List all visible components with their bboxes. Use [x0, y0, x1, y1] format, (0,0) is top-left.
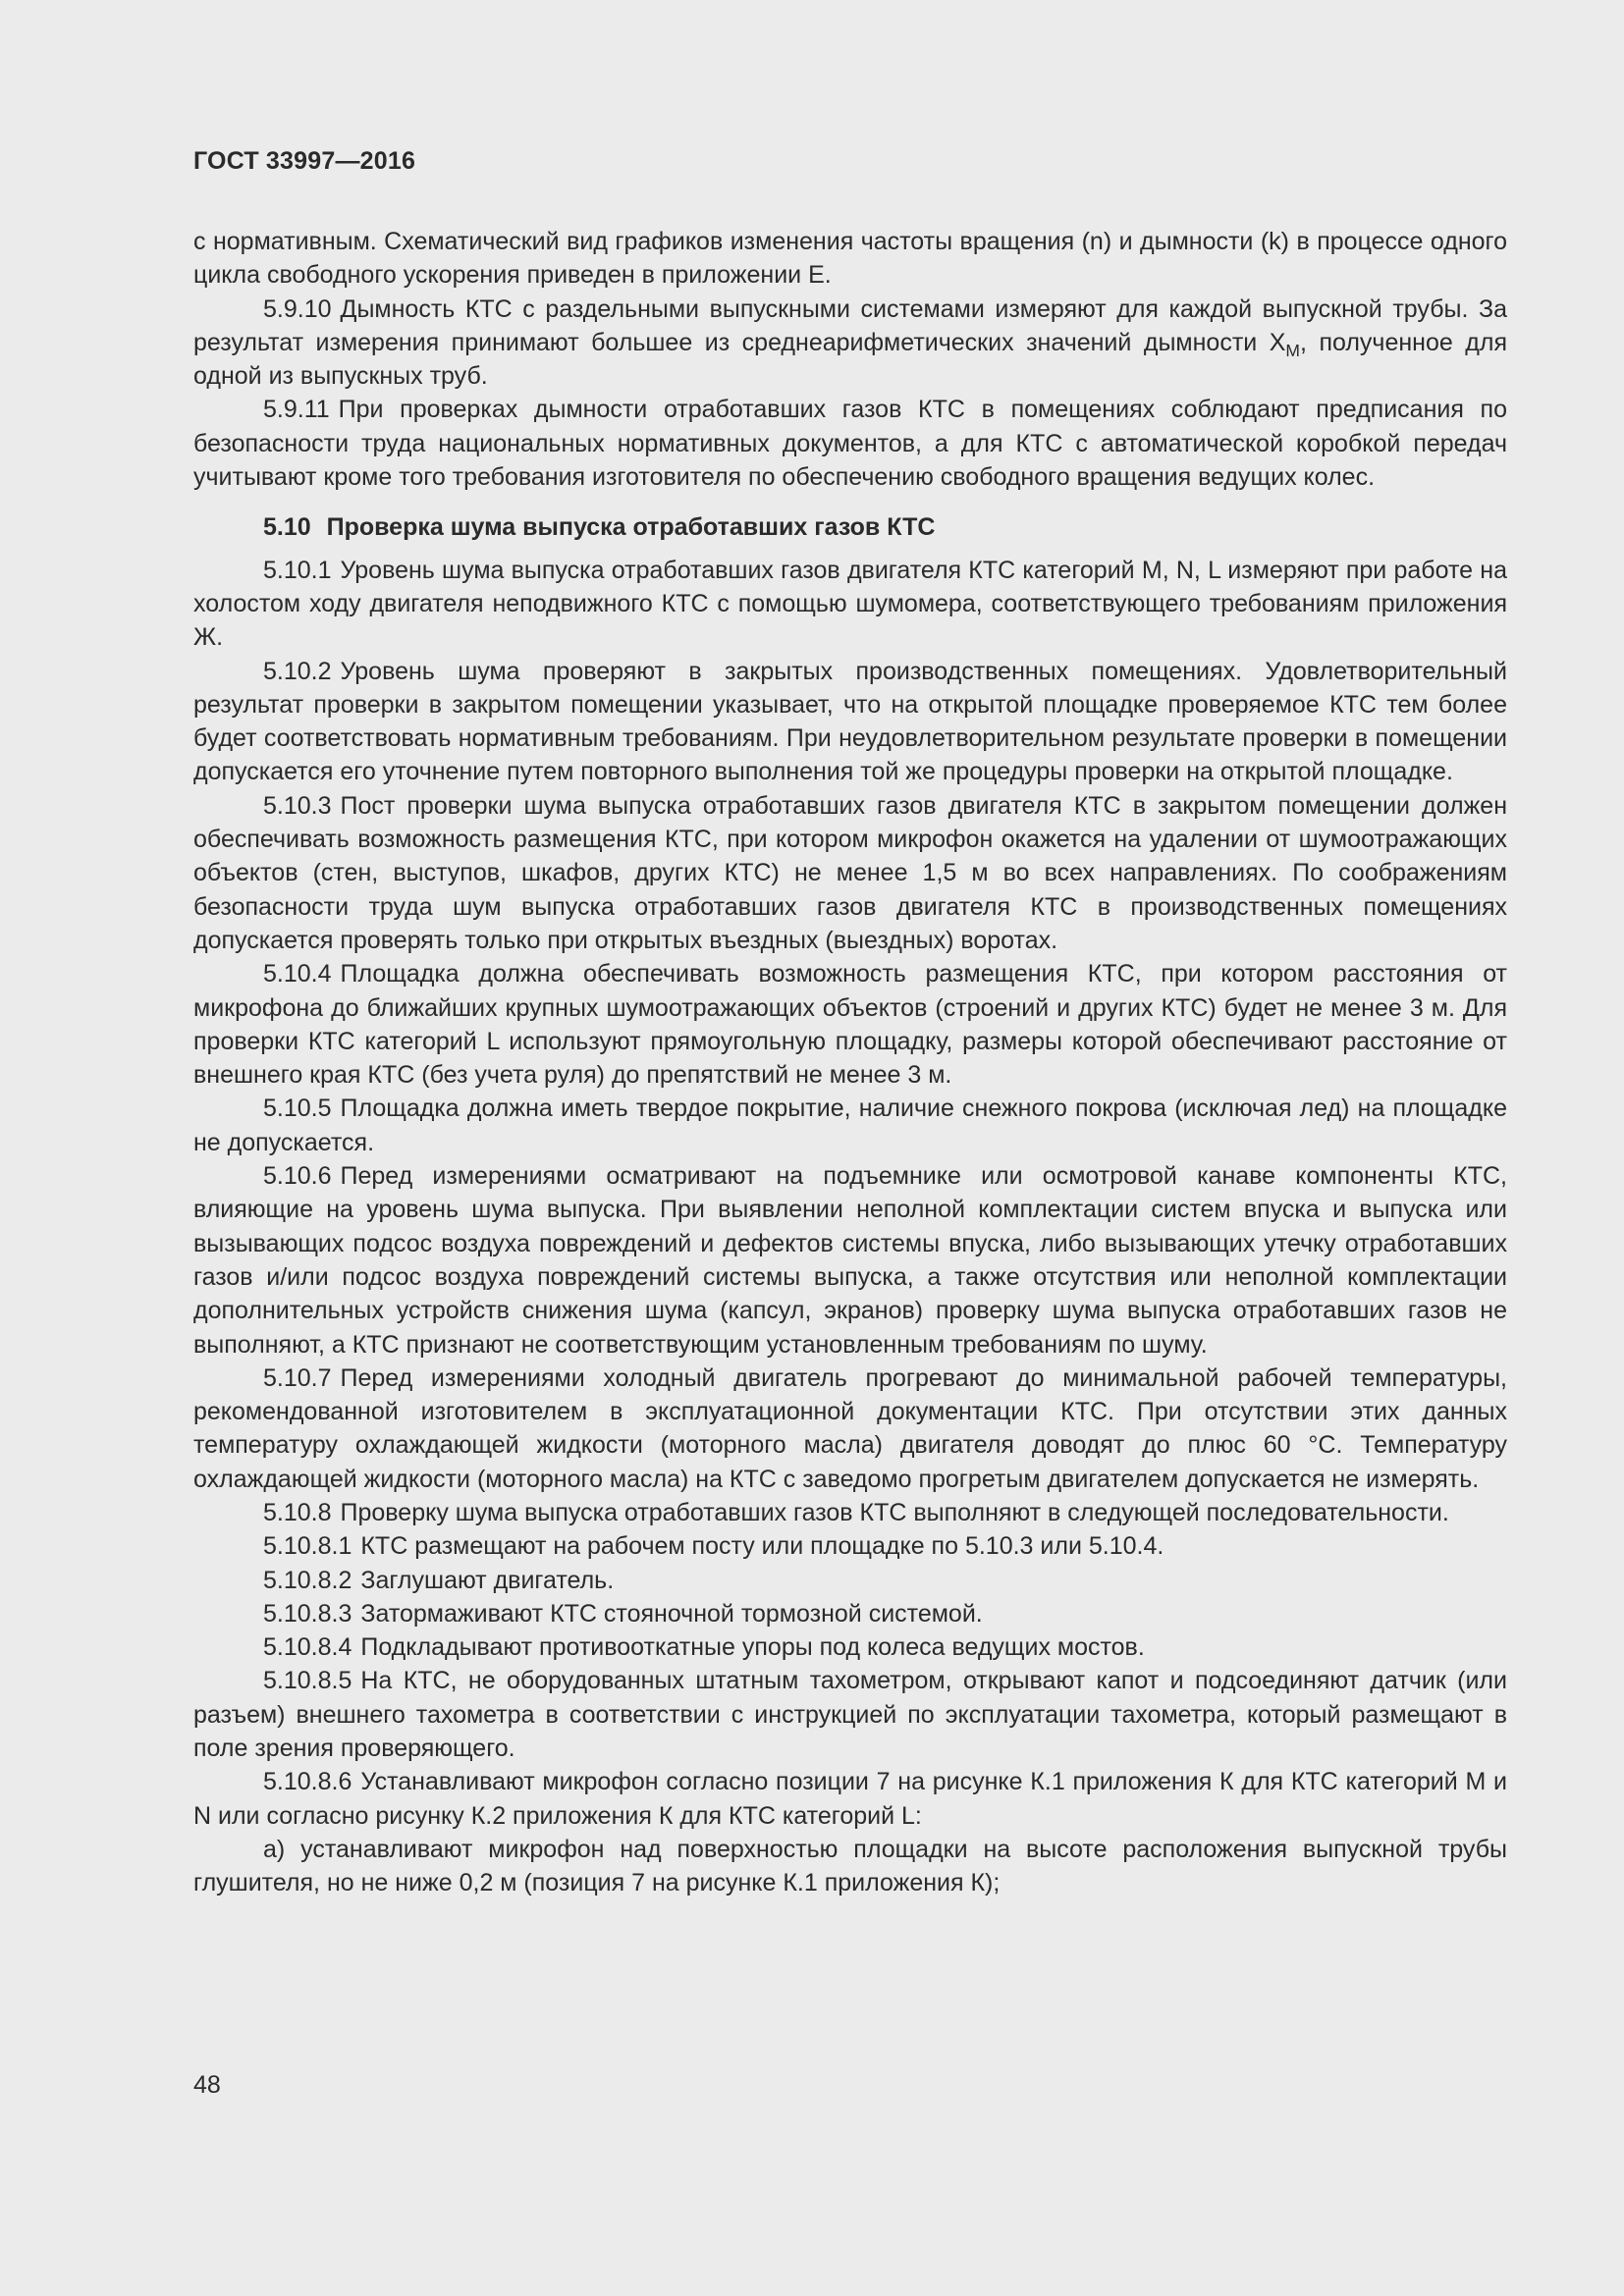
paragraph-5-10-8-6: 5.10.8.6 Устанавливают микрофон согласно позиции 7 на рисунке К.1 приложения К для КТС категорий M и N или согласно рисунку К.2 приложения К для КТС категорий L:: [193, 1768, 1507, 1830]
paragraph-5-10-8: 5.10.8 Проверку шума выпуска отработавших газов КТС выполняют в следующей последовательности.: [263, 1498, 1449, 1526]
section-number: 5.10: [263, 513, 311, 542]
paragraph-5-10-8-3: 5.10.8.3 Затормаживают КТС стояночной тормозной системой.: [263, 1599, 983, 1628]
paragraph-number: 5.10.8.5: [263, 1667, 352, 1695]
section-heading-5-10: [193, 510, 1507, 544]
paragraph-5-10-8-2: 5.10.8.2 Заглушают двигатель.: [263, 1566, 615, 1594]
paragraph-number: 5.10.7: [263, 1363, 332, 1392]
paragraph-number: 5.10.3: [263, 791, 332, 820]
paragraph-number: 5.9.11: [263, 396, 330, 424]
paragraph-5-10-6: 5.10.6 Перед измерениями осматривают на подъемнике или осмотровой канаве компоненты КТС, влияющие на уровень шума выпуска. При выявлении неполной комплектации систем впуска и выпуска или вызывающих подсос воздуха повреждений и дефектов системы впуска, либо вызывающих утечку отработавших газов и/или подсос воздуха повреждений системы выпуска, а также отсутствия или неполной комплектации дополнительных устройств снижения шума (капсул, экранов) проверку шума выпуска отработавших газов не выполняют, а КТС признают не соответствующим установленным требованиям по шуму.: [193, 1162, 1507, 1359]
paragraph-5-10-1: 5.10.1 Уровень шума выпуска отработавших газов двигателя КТС категорий M, N, L измеряют при работе на холостом ходу двигателя неподвижного КТС с помощью шумомера, соответствующего требованиям приложения Ж.: [193, 556, 1507, 652]
paragraph-number: 5.10.2: [263, 657, 332, 685]
paragraph-5-10-4: 5.10.4 Площадка должна обеспечивать возможность размещения КТС, при котором расстояния от микрофона до ближайших крупных шумоотражающих объектов (строений и других КТС) будет не менее 3 м. Для проверки КТС категорий L используют прямоугольную площадку, размеры которой обеспечивают расстояние от внешнего края КТС (без учета руля) до препятствий не менее 3 м.: [193, 960, 1507, 1090]
paragraph-5-9-11: 5.9.11 При проверках дымности отработавших газов КТС в помещениях соблюдают предписания по безопасности труда национальных нормативных документов, а для КТС с автоматической коробкой передач учитывают кроме того требования изготовителя по обеспечению свободного вращения ведущих колес.: [193, 396, 1507, 492]
paragraph-number: 5.10.8.2: [263, 1566, 352, 1594]
paragraph-5-10-3: 5.10.3 Пост проверки шума выпуска отработавших газов двигателя КТС в закрытом помещении должен обеспечивать возможность размещения КТС, при котором микрофон окажется на удалении от шумоотражающих объектов (стен, выступов, шкафов, других КТС) не менее 1,5 м во всех направлениях. По соображениям безопасности труда шум выпуска отработавших газов двигателя КТС в производственных помещениях допускается проверять только при открытых въездных (выездных) воротах.: [193, 791, 1507, 954]
paragraph-5-10-8-1: 5.10.8.1 КТС размещают на рабочем посту или площадке по 5.10.3 или 5.10.4.: [263, 1532, 1164, 1561]
paragraph-number: 5.10.8.6: [263, 1768, 352, 1796]
document-body: [193, 225, 1507, 1900]
paragraph-5-10-5: 5.10.5 Площадка должна иметь твердое покрытие, наличие снежного покрова (исключая лед) на площадке не допускается.: [193, 1095, 1507, 1156]
paragraph-number: 5.10.1: [263, 556, 332, 584]
paragraph-number: 5.10.6: [263, 1162, 332, 1191]
document-header: ГОСТ 33997—2016: [193, 147, 416, 175]
paragraph-5-9-10: 5.9.10 Дымность КТС с раздельными выпускными системами измеряют для каждой выпускной трубы. За результат измерения принимают большее из среднеарифметических значений дымности $X_M$, полученное для одной из выпускных труб.: [193, 294, 1507, 391]
page-number: 48: [193, 2071, 221, 2099]
list-item-a: а) устанавливают микрофон над поверхностью площадки на высоте расположения выпускной трубы глушителя, но не ниже 0,2 м (позиция 7 на рисунке К.1 приложения К);: [193, 1835, 1507, 1897]
paragraph-number: 5.9.10: [263, 294, 332, 323]
paragraph-5-10-7: 5.10.7 Перед измерениями холодный двигатель прогревают до минимальной рабочей температуры, рекомендованной изготовителем в эксплуатационной документации КТС. При отсутствии этих данных температуру охлаждающей жидкости (моторного масла) двигателя доводят до плюс 60 °С. Температуру охлаждающей жидкости (моторного масла) на КТС с заведомо прогретым двигателем допускается не измерять.: [193, 1363, 1507, 1493]
paragraph-number: 5.10.8.3: [263, 1599, 352, 1628]
paragraph-number: 5.10.8.1: [263, 1532, 352, 1561]
paragraph-number: 5.10.4: [263, 960, 332, 988]
paragraph-number: 5.10.8: [263, 1498, 332, 1526]
paragraph-5-10-8-4: 5.10.8.4 Подкладывают противооткатные упоры под колеса ведущих мостов.: [263, 1633, 1145, 1662]
subscript-m: M: [1285, 340, 1300, 360]
section-title: Проверка шума выпуска отработавших газов КТС: [326, 513, 936, 542]
paragraph-number: 5.10.5: [263, 1095, 332, 1123]
paragraph-continuation: с нормативным. Схематический вид графиков изменения частоты вращения (n) и дымности (k) в процессе одного цикла свободного ускорения приведен в приложении Е.: [193, 228, 1507, 290]
paragraph-5-10-2: 5.10.2 Уровень шума проверяют в закрытых производственных помещениях. Удовлетворительный результат проверки в закрытом помещении указывает, что на открытой площадке проверяемое КТС тем более будет соответствовать нормативным требованиям. При неудовлетворительном результате проверки в помещении допускается его уточнение путем повторного выполнения той же процедуры проверки на открытой площадке.: [193, 657, 1507, 786]
paragraph-5-10-8-5: 5.10.8.5 На КТС, не оборудованных штатным тахометром, открывают капот и подсоединяют датчик (или разъем) внешнего тахометра в соответствии с инструкцией по эксплуатации тахометра, который размещают в поле зрения проверяющего.: [193, 1667, 1507, 1763]
paragraph-number: 5.10.8.4: [263, 1633, 352, 1662]
